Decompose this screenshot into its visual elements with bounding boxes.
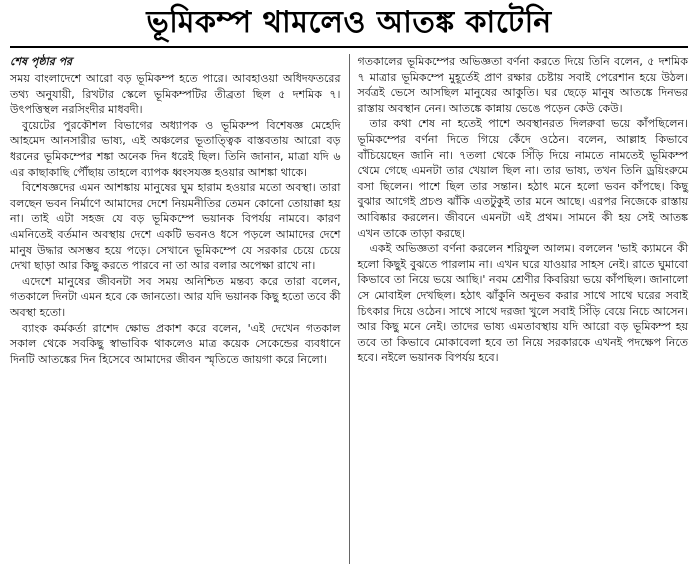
left-column xyxy=(6,54,350,564)
paragraph: একই অভিজ্ঞতা বর্ণনা করলেন শরিফুল আলম। বললেন 'ভাই ক্যামনে কী হলো কিছুই বুঝতে পারলাম না। এখন ঘরে যাওয়ার সাহস নেই। রাতে ঘুমাবো কিভাবে তা নিয়ে ভয়ে আছি।' নবম শ্রেণীর কিবরিয়া ভয়ে কাঁপছিল। জানালো সে মোবাইল দেখছিল। হঠাৎ ঝাঁকুনি অনুভব করার সাথে সাথে ঘরের সবাই চিৎকার দিয়ে ওঠেন। সাথে সাথে দরজা খুলে সবাই সিঁড়ি বেয়ে নিচে আসেন। আর কিছু মনে নেই। তাদের ভাষ্য এমতাবস্থায় যদি আরো বড় ভূমিকম্প হয় তবে তা কিভাবে মোকাবেলা হবে তা নিয়ে সরকারকে এখনই পদক্ষেপ নিতে হবে। নইলে ভয়ানক বিপর্যয় হবে। xyxy=(357,242,688,365)
continued-from-label: শেষ পৃষ্ঠার পর xyxy=(10,55,73,68)
paragraph: বিশেষজ্ঞদের এমন আশঙ্কায় মানুষের ঘুম হারাম হওয়ার মতো অবস্থা। তারা বলছেন ভবন নির্মাণে আমাদের দেশে নিয়মনীতির তেমন কোনো তোয়াক্কা হয় না। তাই এটা সহজ যে বড় ভূমিকম্পে ভয়ানক বিপর্যয় নামবে। কারণ এমনিতেই বর্তমান অবস্থায় দেশে একটি ভবনও ধসে পড়লে আমাদের দেশে মানুষ উদ্ধার অসম্ভব হয়ে পড়ে। সেখানে ভূমিকম্পে যে সরকার চেয়ে চেয়ে দেখা ছাড়া আর কিছু করতে পারবে না তা আর বলার অপেক্ষা রাখে না। xyxy=(10,181,341,273)
paragraph: সময় বাংলাদেশে আরো বড় ভূমিকম্প হতে পারে। আবহাওয়া অধিদফতরের তথ্য অনুযায়ী, রিখটার স্কেলে ভূমিকম্পটির তীব্রতা ছিল ৫ দশমিক ৭। উৎপত্তিস্থল নরসিংদীর মাধবদী। xyxy=(10,72,341,117)
paragraph: এদেশে মানুষের জীবনটা সব সময় অনিশ্চিত মন্তব্য করে তারা বলেন, গতকালে দিনটা এমন হবে কে জানতো। আর যদি ভয়ানক কিছু হতো তবে কী অবস্থা হতো। xyxy=(10,274,341,319)
paragraph: ব্যাংক কর্মকর্তা রাশেদ ক্ষোভ প্রকাশ করে বলেন, 'এই দেখেন গতকাল সকাল থেকে সবকিছু স্বাভাবিক থাকলেও মাত্র কয়েক সেকেন্ডের ব্যবধানে দিনটি আতঙ্কের দিন হিসেবে আমাদের জীবন স্মৃতিতে জায়গা করে নিলো। xyxy=(10,321,341,366)
headline: ভূমিকম্প থামলেও আতঙ্ক কাটেনি xyxy=(10,0,688,48)
paragraph: তার কথা শেষ না হতেই পাশে অবস্থানরত দিলরুবা ভয়ে কাঁপছিলেন। ভূমিকম্পের বর্ণনা দিতে গিয়ে কেঁদে ওঠেন। বলেন, আল্লাহ কিভাবে বাঁচিয়েছেন জানি না। ৭তলা থেকে সিঁড়ি দিয়ে নামতে নামতেই ভূমিকম্প থেমে গেছে এমনটা তার খেয়াল ছিল না। তার ভাষ্য, তখন তিনি ড্রয়িংরুমে বসা ছিলেন। পাশে ছিল তার সন্তান। হঠাৎ মনে হলো ভবন কাঁপছে। কিছু বুঝার আগেই প্রচণ্ড ঝাঁকি এতটুকুই তার মনে আছে। এরপর নিজেকে রাস্তায় আবিষ্কার করলেন। জীবনে এমনটা এই প্রথম। সামনে কী হয় সেই আতঙ্ক এখন তাকে তাড়া করছে। xyxy=(357,117,688,240)
paragraph: বুয়েটের পুরকৌশল বিভাগের অধ্যাপক ও ভূমিকম্প বিশেষজ্ঞ মেহেদি আহমেদ আনসারীর ভাষ্য, এই অঞ্চলের ভূতাত্ত্বিক বাস্তবতায় আরো বড় ধরনের ভূমিকম্পের শঙ্কা অনেক দিন ধরেই ছিল। তিনি জানান, মাত্রা যদি ৬ এর কাছাকাছি পৌঁছায় তাহলে ব্যাপক ধ্বংসযজ্ঞ হওয়ার আশঙ্কা থাকে। xyxy=(10,118,341,179)
right-column xyxy=(350,54,693,564)
article-body xyxy=(6,54,692,564)
paragraph: গতকালের ভূমিকম্পের অভিজ্ঞতা বর্ণনা করতে দিয়ে তিনি বলেন, ৫ দশমিক ৭ মাত্রার ভূমিকম্পে মুহূর্তেই প্রাণ রক্ষার চেষ্টায় সবাই পেরেশান হয়ে উঠল। সর্বত্রই ভেসে আসছিল মানুষের আকুতি। ঘর ছেড়ে মানুষ আতঙ্কে দিনভর রাস্তায় অবস্থান নেন। আতঙ্কে কান্নায় ভেঙে পড়েন কেউ কেউ। xyxy=(357,55,688,115)
